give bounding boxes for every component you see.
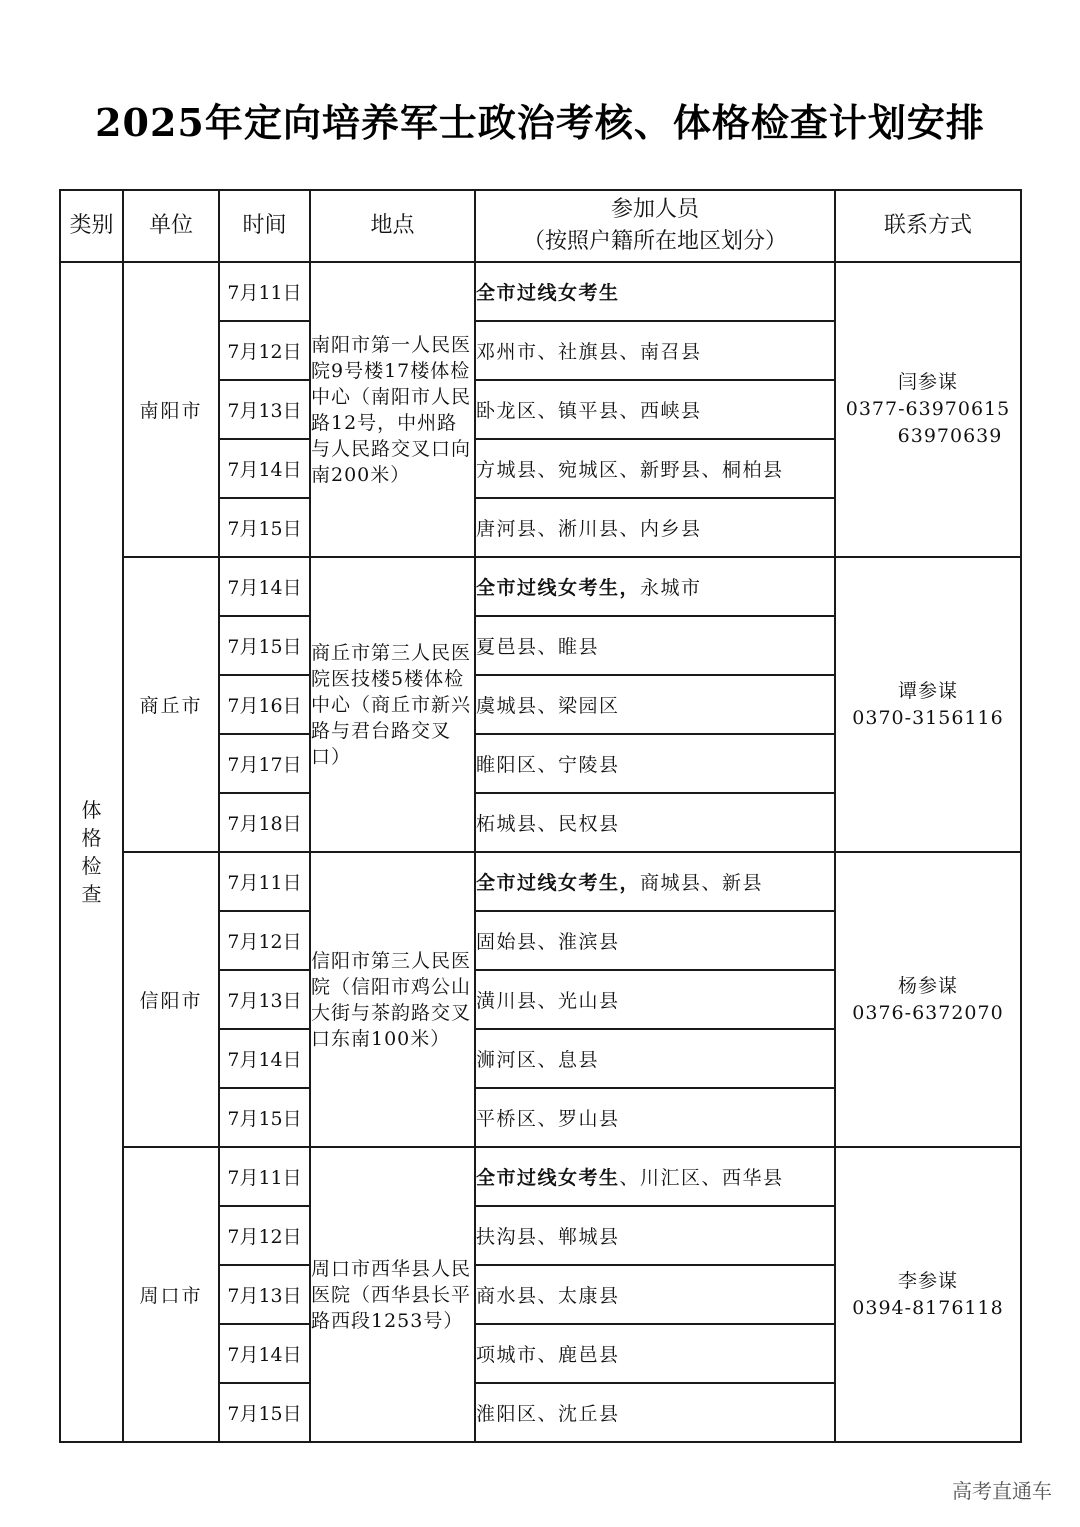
table-row: [60, 852, 1021, 911]
participants-text: 商城县、新县: [640, 872, 764, 894]
date-cell: 7月13日: [219, 380, 310, 439]
participants-cell: [475, 734, 835, 793]
date-cell: 7月12日: [219, 1206, 310, 1265]
table-header-row: [60, 190, 1021, 262]
participants-text: 睢阳区、宁陵县: [476, 754, 620, 776]
date-cell: 7月12日: [219, 911, 310, 970]
participants-cell: [475, 439, 835, 498]
category-label: 体格检查: [81, 798, 102, 906]
unit-cell: 商丘市: [123, 557, 219, 852]
date-cell: 7月13日: [219, 1265, 310, 1324]
participants-cell: [475, 616, 835, 675]
header-category: 类别: [60, 190, 123, 262]
table-row: [60, 557, 1021, 616]
participants-text: 夏邑县、睢县: [476, 636, 600, 658]
participants-text: 卧龙区、镇平县、西峡县: [476, 400, 702, 422]
participants-cell: [475, 557, 835, 616]
participants-text: 方城县、宛城区、新野县、桐柏县: [476, 459, 784, 481]
unit-cell: 周口市: [123, 1147, 219, 1442]
participants-text: 邓州市、社旗县、南召县: [476, 341, 702, 363]
participants-text: 虞城县、梁园区: [476, 695, 620, 717]
location-cell: 南阳市第一人民医院9号楼17楼体检中心（南阳市人民路12号，中州路与人民路交叉口向南200米）: [310, 262, 475, 557]
table-row: [60, 1147, 1021, 1206]
contact-name: 李参谋: [897, 1269, 958, 1292]
participants-cell: [475, 262, 835, 321]
participants-cell: [475, 498, 835, 557]
contact-name: 闫参谋: [897, 371, 958, 393]
participants-text: 平桥区、罗山县: [476, 1108, 620, 1130]
participants-cell: [475, 1265, 835, 1324]
date-cell: 7月15日: [219, 616, 310, 675]
participants-highlight: 全市过线女考生，: [476, 872, 641, 894]
category-cell: [60, 262, 123, 1442]
header-location: 地点: [310, 190, 475, 262]
participants-text: 潢川县、光山县: [476, 990, 620, 1012]
participants-text: 柘城县、民权县: [476, 813, 620, 835]
header-time: 时间: [219, 190, 310, 262]
participants-cell: [475, 380, 835, 439]
participants-text: 项城市、鹿邑县: [476, 1344, 620, 1366]
participants-cell: [475, 793, 835, 852]
participants-cell: [475, 675, 835, 734]
participants-cell: [475, 1324, 835, 1383]
participants-text: 商水县、太康县: [476, 1285, 620, 1307]
date-cell: 7月11日: [219, 1147, 310, 1206]
contact-cell: [835, 852, 1021, 1147]
date-cell: 7月14日: [219, 1029, 310, 1088]
date-cell: 7月15日: [219, 1383, 310, 1442]
participants-cell: [475, 1383, 835, 1442]
participants-highlight: 全市过线女考生: [476, 1167, 620, 1189]
date-cell: 7月18日: [219, 793, 310, 852]
participants-cell: [475, 911, 835, 970]
date-cell: 7月13日: [219, 970, 310, 1029]
contact-cell: [835, 262, 1021, 557]
participants-text: 扶沟县、郸城县: [476, 1226, 620, 1248]
contact-phone: 0370-3156116: [852, 706, 1004, 729]
page-title: 2025年定向培养军士政治考核、体格检查计划安排: [95, 100, 985, 145]
date-cell: 7月12日: [219, 321, 310, 380]
date-cell: 7月17日: [219, 734, 310, 793]
participants-highlight: 全市过线女考生: [476, 282, 620, 304]
participants-text: 永城市: [640, 577, 702, 599]
contact-cell: [835, 1147, 1021, 1442]
participants-cell: [475, 852, 835, 911]
header-participants-line2: （按照户籍所在地区划分）: [522, 229, 787, 254]
date-cell: 7月15日: [219, 498, 310, 557]
contact-phone: 0376-6372070: [852, 1001, 1004, 1024]
contact-cell: [835, 557, 1021, 852]
location-cell: 商丘市第三人民医院医技楼5楼体检中心（商丘市新兴路与君台路交叉口）: [310, 557, 475, 852]
date-cell: 7月11日: [219, 262, 310, 321]
contact-name: 杨参谋: [897, 974, 958, 997]
date-cell: 7月15日: [219, 1088, 310, 1147]
date-cell: 7月14日: [219, 1324, 310, 1383]
location-cell: 周口市西华县人民医院（西华县长平路西段1253号）: [310, 1147, 475, 1442]
date-cell: 7月14日: [219, 557, 310, 616]
participants-text: 固始县、淮滨县: [476, 931, 620, 953]
participants-cell: [475, 1206, 835, 1265]
header-contact: 联系方式: [835, 190, 1021, 262]
participants-text: 、川汇区、西华县: [619, 1167, 784, 1189]
participants-text: 唐河县、淅川县、内乡县: [476, 518, 702, 540]
header-participants-line1: 参加人员: [610, 197, 699, 222]
contact-name: 谭参谋: [897, 679, 958, 702]
unit-cell: 南阳市: [123, 262, 219, 557]
table-row: [60, 262, 1021, 321]
location-cell: 信阳市第三人民医院（信阳市鸡公山大街与茶韵路交叉口东南100米）: [310, 852, 475, 1147]
participants-highlight: 全市过线女考生，: [476, 577, 641, 599]
contact-phone: 63970639: [897, 425, 1003, 447]
contact-phone: 0377-63970615: [845, 398, 1011, 420]
unit-cell: 信阳市: [123, 852, 219, 1147]
header-unit: 单位: [123, 190, 219, 262]
participants-text: 浉河区、息县: [476, 1049, 600, 1071]
watermark: 高考直通车: [952, 1479, 1052, 1503]
date-cell: 7月14日: [219, 439, 310, 498]
contact-phone: 0394-8176118: [852, 1296, 1004, 1319]
participants-cell: [475, 970, 835, 1029]
date-cell: 7月11日: [219, 852, 310, 911]
participants-text: 淮阳区、沈丘县: [476, 1403, 620, 1425]
participants-cell: [475, 1147, 835, 1206]
date-cell: 7月16日: [219, 675, 310, 734]
participants-cell: [475, 321, 835, 380]
participants-cell: [475, 1088, 835, 1147]
schedule-table: [59, 189, 1022, 1443]
header-participants: [475, 190, 835, 262]
participants-cell: [475, 1029, 835, 1088]
